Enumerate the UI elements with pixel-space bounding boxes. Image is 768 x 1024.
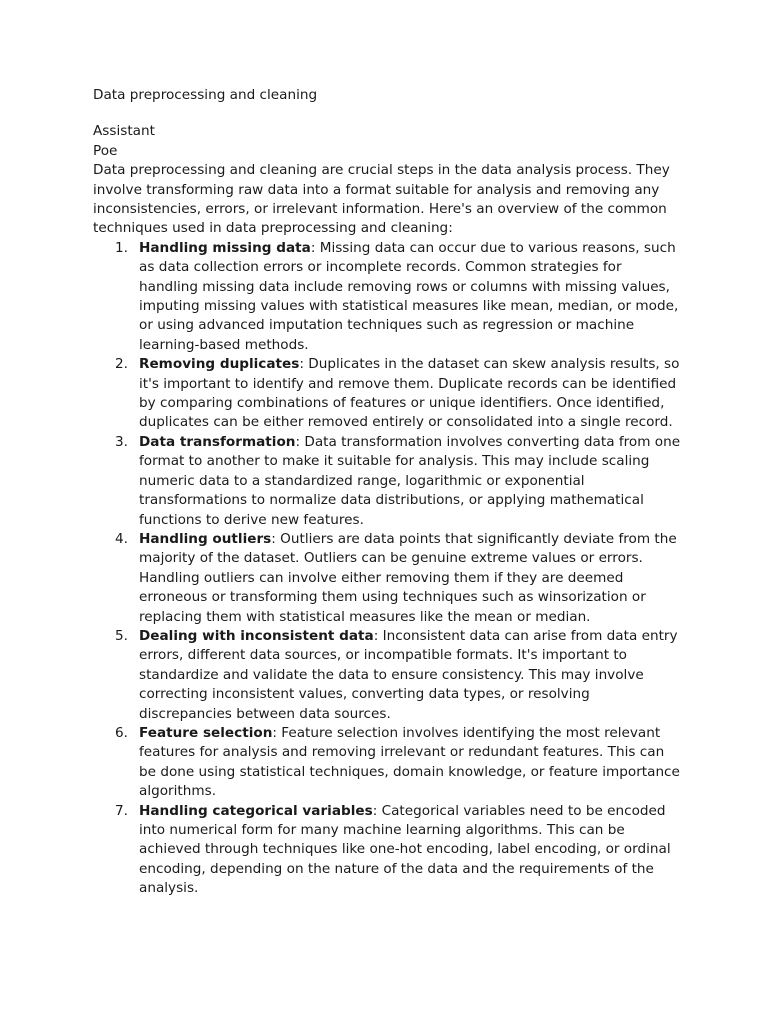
spacer <box>93 105 683 122</box>
intro-paragraph: Data preprocessing and cleaning are crucial steps in the data analysis process. They involve transforming raw data into a format suitable for analysis and removing any inconsistencies, errors, or irrelevant information. Here's an overview of the common techniques used in data preprocessing and cleaning: <box>93 162 670 237</box>
document-title: Data preprocessing and cleaning <box>93 87 318 103</box>
list-number: 1. <box>115 239 128 256</box>
list-item <box>93 355 683 433</box>
list-item <box>93 530 683 627</box>
list-text: : Duplicates in the dataset can skew analysis results, so it's important to identify and remove them. Duplicate records can be identified by comparing combinations of features or unique identifiers. Once identified, duplicates can be either removed entirely or consolidated into a single record. <box>139 356 680 431</box>
document-page <box>93 86 683 899</box>
list-text: : Data transformation involves converting data from one format to another to make it suitable for analysis. This may include scaling numeric data to a standardized range, logarithmic or exponential transformations to normalize data distributions, or applying mathematical functions to derive new features. <box>139 433 681 528</box>
list-term: Handling categorical variables <box>139 802 373 819</box>
list-item <box>93 239 683 355</box>
list-number: 3. <box>115 433 128 450</box>
list-term: Feature selection <box>139 724 273 741</box>
author-label: Assistant <box>93 123 155 140</box>
list-number: 2. <box>115 356 128 373</box>
list-item <box>93 627 683 724</box>
list-number: 5. <box>115 627 128 644</box>
list-term: Data transformation <box>139 433 296 450</box>
list-term: Handling outliers <box>139 530 272 547</box>
techniques-list <box>93 239 683 899</box>
list-text: : Outliers are data points that significantly deviate from the majority of the dataset. Outliers can be genuine extreme values or errors. Handling outliers can involve either removing them if they are deemed erroneous or transforming them using techniques such as winsorization or replacing them with statistical measures like the mean or median. <box>139 530 677 625</box>
list-item <box>93 802 683 899</box>
list-text: : Categorical variables need to be encoded into numerical form for many machine learning algorithms. This can be achieved through techniques like one-hot encoding, label encoding, or ordinal encoding, depending on the nature of the data and the requirements of the analysis. <box>139 802 671 897</box>
list-item <box>93 433 683 530</box>
list-term: Removing duplicates <box>139 356 300 373</box>
list-item <box>93 724 683 802</box>
list-text: : Feature selection involves identifying the most relevant features for analysis and removing irrelevant or redundant features. This can be done using statistical techniques, domain knowledge, or feature importance algorithms. <box>139 724 680 800</box>
list-number: 4. <box>115 530 128 547</box>
list-text: : Missing data can occur due to various reasons, such as data collection errors or incomplete records. Common strategies for handling missing data include removing rows or columns with missing values, imputing missing values with statistical measures like mean, median, or mode, or using advanced imputation techniques such as regression or machine learning-based methods. <box>139 239 679 353</box>
list-number: 7. <box>115 802 128 819</box>
list-term: Dealing with inconsistent data <box>139 627 374 644</box>
list-text: : Inconsistent data can arise from data entry errors, different data sources, or incompatible formats. It's important to standardize and validate the data to ensure consistency. This may involve correcting inconsistent values, converting data types, or resolving discrepancies between data sources. <box>139 627 678 722</box>
author-name: Poe <box>93 142 118 159</box>
list-term: Handling missing data <box>139 239 311 256</box>
list-number: 6. <box>115 724 128 741</box>
